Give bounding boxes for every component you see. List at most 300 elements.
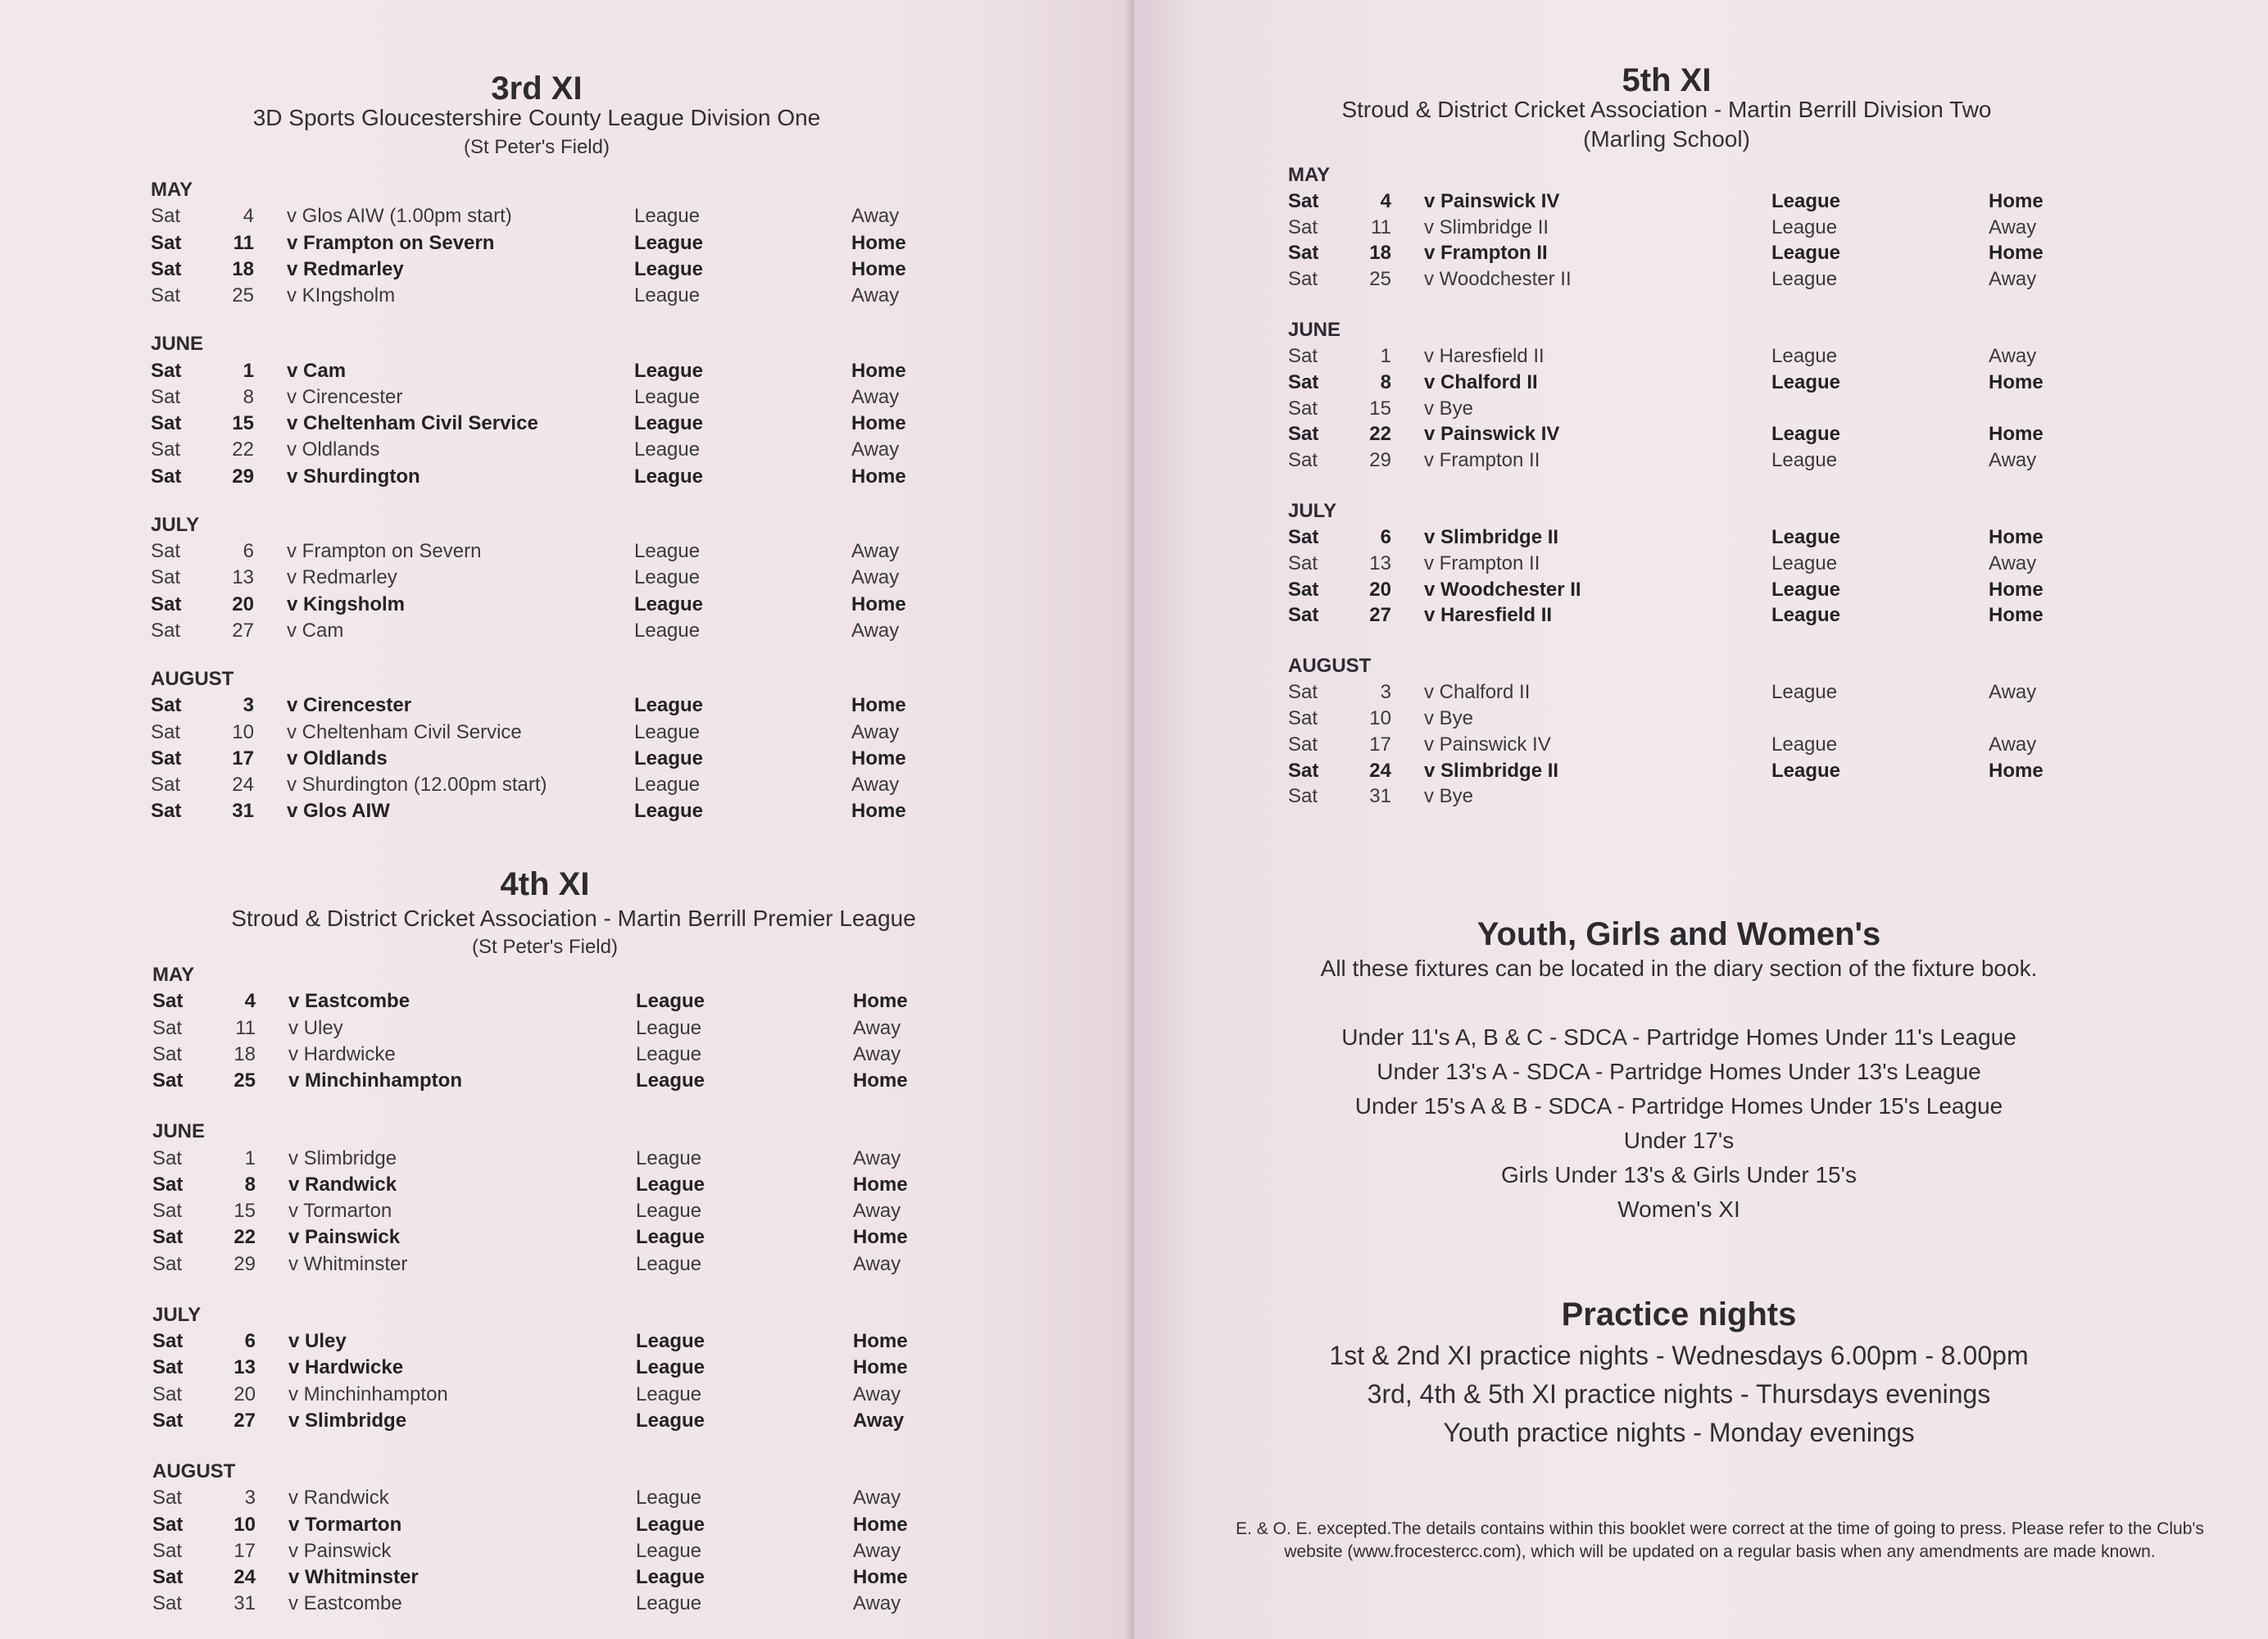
fixture-day: Sat xyxy=(151,257,182,280)
youth-line: Women's XI xyxy=(1617,1196,1740,1222)
fixture-day: Sat xyxy=(152,1566,184,1589)
fixture-venue: Home xyxy=(851,359,906,382)
fixture-type: League xyxy=(634,231,704,254)
fixture-venue: Away xyxy=(1989,216,2037,238)
fixture-day: Sat xyxy=(151,385,181,408)
month-label: AUGUST xyxy=(151,667,234,690)
fixture-opponent: v Shurdington xyxy=(287,465,420,488)
fixture-opponent: v Hardwicke xyxy=(288,1356,404,1379)
fixture-date: 13 xyxy=(1369,552,1391,574)
fixture-row xyxy=(152,1487,972,1513)
fixture-opponent: v Slimbridge II xyxy=(1424,759,1559,782)
fixture-day: Sat xyxy=(1288,681,1318,704)
fixture-row xyxy=(1288,579,2107,605)
fixture-row xyxy=(151,620,970,646)
month-label: JUNE xyxy=(152,1120,206,1143)
fixture-type: League xyxy=(1771,370,1841,393)
youth-line: Under 13's A - SDCA - Partridge Homes Under 13's League xyxy=(1377,1059,1981,1084)
fixture-type: League xyxy=(636,1146,702,1169)
fixture-date: 6 xyxy=(243,540,254,562)
fixture-venue: Home xyxy=(853,1356,908,1379)
fixture-opponent: v Frampton II xyxy=(1424,552,1540,574)
fixture-date: 29 xyxy=(234,1252,256,1275)
fixture-day: Sat xyxy=(151,619,181,642)
fixture-type: League xyxy=(634,774,701,797)
fixture-venue: Home xyxy=(1989,526,2043,548)
fixture-day: Sat xyxy=(152,1487,183,1510)
fixture-row xyxy=(1288,397,2107,424)
fixture-date: 27 xyxy=(234,1409,256,1432)
fixture-opponent: v Whitminster xyxy=(288,1252,408,1275)
fixture-venue: Away xyxy=(853,1382,901,1405)
fixture-date: 1 xyxy=(1380,345,1391,367)
fixture-row xyxy=(1288,242,2107,268)
disclaimer-line-2: website (www.frocestercc.com), which will be updated on a regular basis when any amendments are made known. xyxy=(1284,1542,2156,1561)
fixture-row xyxy=(1288,760,2107,786)
fixture-date: 20 xyxy=(1369,578,1391,601)
fixture-type: League xyxy=(636,1382,702,1405)
fixture-row xyxy=(151,386,970,412)
fixture-date: 10 xyxy=(232,720,254,743)
fixture-date: 6 xyxy=(244,1330,256,1352)
fixture-date: 22 xyxy=(232,438,254,461)
month-label: AUGUST xyxy=(1288,655,1372,678)
fourth-xi-venue: (St Peter's Field) xyxy=(472,936,618,958)
fixture-day: Sat xyxy=(152,1200,183,1223)
youth-line: Girls Under 13's & Girls Under 15's xyxy=(1501,1162,1857,1187)
fixture-opponent: v Redmarley xyxy=(287,566,397,589)
fixture-row xyxy=(151,412,970,438)
fixture-opponent: v Painswick IV xyxy=(1424,189,1560,212)
fixture-row xyxy=(151,540,970,566)
fixture-date: 18 xyxy=(234,1042,256,1065)
fixture-row xyxy=(152,1383,972,1410)
fixture-row xyxy=(1288,526,2107,552)
fixture-opponent: v Painswick xyxy=(288,1539,392,1562)
fixture-day: Sat xyxy=(1288,242,1319,265)
fixture-row xyxy=(152,1017,972,1043)
fixture-date: 11 xyxy=(1371,216,1391,238)
fixture-venue: Away xyxy=(1989,268,2037,291)
fixture-day: Sat xyxy=(1288,397,1318,420)
month-label: AUGUST xyxy=(152,1460,236,1482)
fixture-date: 18 xyxy=(232,257,254,280)
fixture-opponent: v Woodchester II xyxy=(1424,578,1581,601)
fixture-type: League xyxy=(636,1487,702,1510)
fixture-type: League xyxy=(1771,733,1838,756)
fixture-date: 17 xyxy=(232,747,254,770)
fixture-day: Sat xyxy=(1288,345,1318,367)
fixture-day: Sat xyxy=(1288,707,1318,729)
fixture-type: League xyxy=(634,465,704,488)
fixture-venue: Home xyxy=(1989,242,2043,265)
fixture-date: 20 xyxy=(232,592,254,615)
fixture-venue: Home xyxy=(1989,759,2043,782)
fixture-day: Sat xyxy=(151,231,182,254)
fixture-type: League xyxy=(1771,216,1838,238)
fixture-row xyxy=(151,232,970,258)
fixture-date: 11 xyxy=(233,231,254,254)
fixture-opponent: v Cirencester xyxy=(287,385,403,408)
fixture-day: Sat xyxy=(151,592,182,615)
fixture-row xyxy=(151,721,970,747)
fixture-date: 31 xyxy=(1369,785,1391,808)
fixture-venue: Away xyxy=(851,540,900,562)
fixture-date: 1 xyxy=(243,359,254,382)
fixture-row xyxy=(152,1356,972,1382)
fixture-venue: Home xyxy=(853,990,908,1013)
fixture-type: League xyxy=(636,1356,705,1379)
fixture-day: Sat xyxy=(1288,526,1319,548)
fixture-venue: Home xyxy=(853,1566,908,1589)
fixture-row xyxy=(151,800,970,826)
fixture-day: Sat xyxy=(151,747,182,770)
fixture-type: League xyxy=(634,592,704,615)
fixture-type: League xyxy=(636,1016,702,1039)
third-xi-league: 3D Sports Gloucestershire County League Division One xyxy=(252,105,821,130)
fixture-day: Sat xyxy=(151,359,182,382)
fixture-date: 10 xyxy=(1369,707,1391,729)
fourth-xi-league: Stroud & District Cricket Association - Martin Berrill Premier League xyxy=(231,906,916,931)
fixture-venue: Away xyxy=(851,438,900,461)
fixture-row xyxy=(152,1200,972,1226)
fixture-venue: Away xyxy=(853,1409,905,1432)
fixture-type: League xyxy=(1771,449,1838,472)
fixture-day: Sat xyxy=(151,205,181,228)
fixture-row xyxy=(1288,681,2107,707)
fixture-opponent: v Chalford II xyxy=(1424,370,1538,393)
fixture-date: 13 xyxy=(232,566,254,589)
fixture-day: Sat xyxy=(1288,189,1319,212)
fixture-opponent: v Tormarton xyxy=(288,1513,402,1536)
fixture-date: 4 xyxy=(1380,189,1391,212)
fixture-venue: Home xyxy=(853,1226,908,1249)
fixture-type: League xyxy=(634,412,704,435)
third-xi-venue: (St Peter's Field) xyxy=(464,136,610,158)
fixture-venue: Home xyxy=(851,465,906,488)
fixture-day: Sat xyxy=(152,1252,183,1275)
fixture-type: League xyxy=(1771,759,1841,782)
fixture-opponent: v Woodchester II xyxy=(1424,268,1572,291)
fixture-date: 8 xyxy=(1380,370,1391,393)
fixture-row xyxy=(151,438,970,465)
fixture-day: Sat xyxy=(152,1173,184,1196)
fixture-date: 4 xyxy=(243,205,254,228)
fixture-opponent: v Oldlands xyxy=(287,747,388,770)
fixture-row xyxy=(1288,216,2107,243)
fixture-row xyxy=(152,1592,972,1619)
fixture-venue: Home xyxy=(851,257,906,280)
fixture-date: 22 xyxy=(1369,423,1391,446)
fixture-opponent: v Tormarton xyxy=(288,1200,392,1223)
fixture-day: Sat xyxy=(151,438,181,461)
fixture-day: Sat xyxy=(1288,552,1318,574)
fixture-type: League xyxy=(634,694,704,717)
fixture-venue: Home xyxy=(1989,578,2043,601)
fixture-opponent: v Cheltenham Civil Service xyxy=(287,412,538,435)
fixture-day: Sat xyxy=(152,1146,183,1169)
fixture-row xyxy=(1288,785,2107,811)
fixture-date: 22 xyxy=(234,1226,256,1249)
fixture-opponent: v Haresfield II xyxy=(1424,345,1545,367)
fixture-day: Sat xyxy=(1288,370,1319,393)
month-label: JUNE xyxy=(1288,319,1341,342)
fixture-type: League xyxy=(636,1226,705,1249)
fixture-venue: Away xyxy=(1989,345,2037,367)
month-label: JUNE xyxy=(151,333,204,356)
practice-title: Practice nights xyxy=(1561,1296,1797,1333)
fixture-row xyxy=(1288,552,2107,579)
fixture-venue: Away xyxy=(853,1487,901,1510)
fixture-venue: Home xyxy=(1989,189,2043,212)
fixture-venue: Away xyxy=(851,566,900,589)
fixture-type: League xyxy=(636,1200,702,1223)
month-label: MAY xyxy=(151,179,193,201)
fixture-type: League xyxy=(636,1409,705,1432)
fixture-row xyxy=(152,1410,972,1436)
fixture-day: Sat xyxy=(151,465,182,488)
youth-intro: All these fixtures can be located in the diary section of the fixture book. xyxy=(1320,956,2038,981)
practice-line: 1st & 2nd XI practice nights - Wednesdays 6.00pm - 8.00pm xyxy=(1329,1341,2029,1370)
fixture-venue: Away xyxy=(851,619,900,642)
fixture-venue: Away xyxy=(851,774,900,797)
fixture-venue: Away xyxy=(853,1200,901,1223)
fixture-date: 24 xyxy=(1369,759,1391,782)
fixture-date: 10 xyxy=(234,1513,256,1536)
fixture-row xyxy=(152,1043,972,1069)
fixture-venue: Home xyxy=(851,747,906,770)
fixture-row xyxy=(152,1226,972,1252)
fixture-row xyxy=(151,566,970,592)
fixture-row xyxy=(151,258,970,284)
fixture-type: League xyxy=(1771,604,1841,627)
fixture-venue: Away xyxy=(1989,681,2037,704)
month-label: MAY xyxy=(1288,164,1331,186)
fixture-row xyxy=(1288,604,2107,630)
fixture-day: Sat xyxy=(151,412,182,435)
fifth-xi-venue: (Marling School) xyxy=(1583,126,1750,152)
fixture-venue: Away xyxy=(851,385,900,408)
fixture-opponent: v Cirencester xyxy=(287,694,412,717)
fixture-date: 11 xyxy=(235,1016,256,1039)
fixture-type: League xyxy=(634,720,701,743)
fixture-opponent: v Oldlands xyxy=(287,438,380,461)
fixture-day: Sat xyxy=(151,720,181,743)
fixture-type: League xyxy=(634,540,701,562)
fixture-day: Sat xyxy=(152,1382,183,1405)
fixture-venue: Away xyxy=(853,1042,901,1065)
fixture-opponent: v Frampton II xyxy=(1424,242,1548,265)
fixture-row xyxy=(151,747,970,774)
fixture-day: Sat xyxy=(1288,423,1319,446)
right-page xyxy=(1134,0,2268,1639)
fixture-venue: Away xyxy=(853,1016,901,1039)
fixture-venue: Away xyxy=(853,1592,901,1615)
fixture-row xyxy=(152,1174,972,1200)
fixture-date: 15 xyxy=(234,1200,256,1223)
fixture-venue: Home xyxy=(851,592,906,615)
fixture-venue: Home xyxy=(853,1173,908,1196)
fixture-date: 29 xyxy=(232,465,254,488)
fixture-opponent: v Eastcombe xyxy=(288,1592,402,1615)
fixture-venue: Home xyxy=(853,1069,908,1092)
fixture-day: Sat xyxy=(1288,733,1318,756)
fixture-opponent: v Cam xyxy=(287,619,344,642)
fixture-opponent: v Slimbridge xyxy=(288,1146,397,1169)
fixture-row xyxy=(152,1253,972,1279)
fixture-opponent: v Painswick IV xyxy=(1424,733,1551,756)
fixture-opponent: v Kingsholm xyxy=(287,592,406,615)
fixture-day: Sat xyxy=(151,800,182,823)
fixture-day: Sat xyxy=(151,284,181,307)
fixture-type: League xyxy=(1771,345,1838,367)
fixture-type: League xyxy=(636,1513,705,1536)
fixture-venue: Away xyxy=(853,1539,901,1562)
fixture-row xyxy=(151,694,970,720)
fixture-day: Sat xyxy=(151,540,181,562)
fixture-date: 3 xyxy=(1380,681,1391,704)
fixture-venue: Home xyxy=(1989,604,2043,627)
fixture-opponent: v Cam xyxy=(287,359,347,382)
fixture-row xyxy=(1288,268,2107,294)
month-label: JULY xyxy=(1288,500,1337,523)
fixture-venue: Home xyxy=(851,412,906,435)
fixture-day: Sat xyxy=(152,1592,183,1615)
fixture-day: Sat xyxy=(1288,604,1319,627)
fixture-type: League xyxy=(1771,268,1838,291)
fixture-type: League xyxy=(1771,423,1841,446)
fixture-opponent: v Cheltenham Civil Service xyxy=(287,720,522,743)
fixture-row xyxy=(151,465,970,492)
fixture-date: 3 xyxy=(244,1487,256,1510)
youth-line: Under 15's A & B - SDCA - Partridge Homes Under 15's League xyxy=(1354,1093,2003,1119)
fifth-xi-league: Stroud & District Cricket Association - Martin Berrill Division Two xyxy=(1341,97,1992,122)
fixture-day: Sat xyxy=(152,1016,183,1039)
fixture-day: Sat xyxy=(152,1330,184,1352)
fixture-date: 4 xyxy=(244,990,256,1013)
fixture-day: Sat xyxy=(152,1409,184,1432)
fixture-venue: Away xyxy=(851,284,900,307)
fixture-date: 13 xyxy=(234,1356,256,1379)
practice-line: Youth practice nights - Monday evenings xyxy=(1443,1418,1915,1447)
fixture-date: 8 xyxy=(244,1173,256,1196)
fixture-type: League xyxy=(636,1252,702,1275)
fixture-date: 18 xyxy=(1369,242,1391,265)
fixture-row xyxy=(1288,423,2107,449)
fixture-date: 31 xyxy=(232,800,254,823)
fixture-day: Sat xyxy=(1288,785,1318,808)
fixture-date: 15 xyxy=(232,412,254,435)
fixture-opponent: v Glos AIW (1.00pm start) xyxy=(287,205,512,228)
fixture-day: Sat xyxy=(152,1513,184,1536)
fixture-day: Sat xyxy=(152,1069,184,1092)
fixture-date: 3 xyxy=(243,694,254,717)
fixture-type: League xyxy=(636,1592,702,1615)
fixture-row xyxy=(152,1069,972,1096)
fixture-date: 25 xyxy=(234,1069,256,1092)
fixture-date: 25 xyxy=(232,284,254,307)
fixture-date: 24 xyxy=(234,1566,256,1589)
fixture-opponent: v Frampton II xyxy=(1424,449,1540,472)
fixture-type: League xyxy=(634,284,701,307)
fixture-opponent: v Slimbridge xyxy=(288,1409,407,1432)
fixture-opponent: v Slimbridge II xyxy=(1424,216,1549,238)
fixture-opponent: v Haresfield II xyxy=(1424,604,1553,627)
fixture-venue: Away xyxy=(1989,449,2037,472)
fixture-venue: Home xyxy=(853,1330,908,1352)
fixture-venue: Away xyxy=(1989,552,2037,574)
fixture-venue: Away xyxy=(853,1146,901,1169)
fixture-date: 25 xyxy=(1369,268,1391,291)
practice-line: 3rd, 4th & 5th XI practice nights - Thursdays evenings xyxy=(1367,1379,1991,1409)
fourth-xi-title: 4th XI xyxy=(500,866,590,902)
fixture-opponent: v Painswick IV xyxy=(1424,423,1560,446)
third-xi-title: 3rd XI xyxy=(491,70,583,107)
fixture-type: League xyxy=(1771,552,1838,574)
fixture-row xyxy=(151,205,970,231)
fixture-row xyxy=(1288,190,2107,216)
fixture-row xyxy=(152,1330,972,1356)
fixture-opponent: v Shurdington (12.00pm start) xyxy=(287,774,547,797)
fixture-date: 27 xyxy=(232,619,254,642)
fixture-day: Sat xyxy=(152,1226,184,1249)
fixture-opponent: v Bye xyxy=(1424,707,1474,729)
fixture-row xyxy=(152,1147,972,1174)
fixture-opponent: v Minchinhampton xyxy=(288,1382,448,1405)
month-label: JULY xyxy=(152,1303,202,1326)
month-label: MAY xyxy=(152,964,195,986)
fixture-opponent: v Painswick xyxy=(288,1226,401,1249)
fixture-date: 1 xyxy=(244,1146,256,1169)
fixture-opponent: v Randwick xyxy=(288,1487,389,1510)
fixture-type: League xyxy=(634,359,704,382)
fixture-date: 6 xyxy=(1380,526,1391,548)
fixture-venue: Away xyxy=(1989,733,2037,756)
fixture-type: League xyxy=(634,385,701,408)
youth-title: Youth, Girls and Women's xyxy=(1476,916,1881,952)
youth-line: Under 11's A, B & C - SDCA - Partridge Homes Under 11's League xyxy=(1341,1024,2016,1050)
fixture-type: League xyxy=(1771,526,1841,548)
fixture-venue: Home xyxy=(851,800,906,823)
fixture-type: League xyxy=(634,205,701,228)
fixture-row xyxy=(152,1514,972,1540)
fixture-row xyxy=(152,1540,972,1566)
fixture-opponent: v KIngsholm xyxy=(287,284,396,307)
fixture-opponent: v Minchinhampton xyxy=(288,1069,462,1092)
fixture-row xyxy=(1288,733,2107,760)
fixture-type: League xyxy=(636,1173,705,1196)
fixture-opponent: v Bye xyxy=(1424,397,1474,420)
fixture-day: Sat xyxy=(151,566,181,589)
fixture-type: League xyxy=(634,566,701,589)
fixture-date: 20 xyxy=(234,1382,256,1405)
fixture-venue: Home xyxy=(853,1513,908,1536)
fixture-opponent: v Slimbridge II xyxy=(1424,526,1559,548)
fixture-day: Sat xyxy=(1288,759,1319,782)
fixture-venue: Away xyxy=(851,205,900,228)
fixture-venue: Away xyxy=(853,1252,901,1275)
fixture-day: Sat xyxy=(152,990,184,1013)
fixture-row xyxy=(151,284,970,311)
fixture-day: Sat xyxy=(1288,578,1319,601)
fixture-type: League xyxy=(636,1042,702,1065)
fixture-type: League xyxy=(1771,681,1838,704)
fixture-venue: Away xyxy=(851,720,900,743)
fixture-opponent: v Eastcombe xyxy=(288,990,411,1013)
fixture-day: Sat xyxy=(152,1539,183,1562)
fixture-type: League xyxy=(636,1566,705,1589)
fixture-type: League xyxy=(634,619,701,642)
